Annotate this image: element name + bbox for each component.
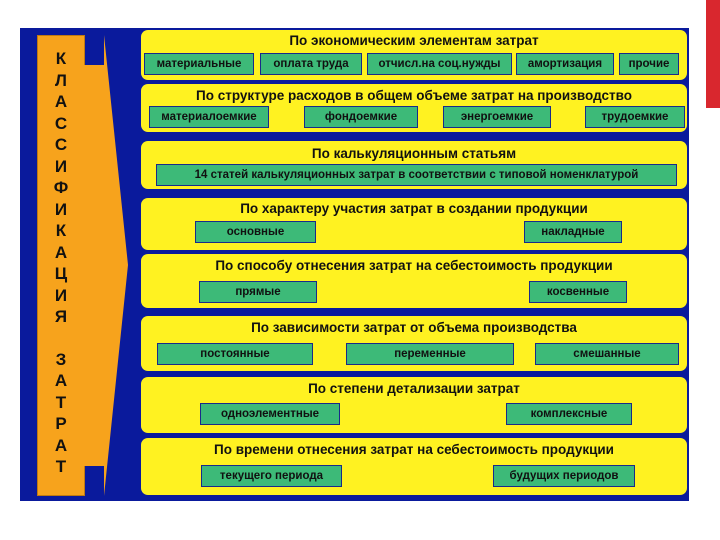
side-letter: И xyxy=(54,199,68,219)
side-letter: А xyxy=(54,371,68,390)
category-title: По структуре расходов в общем объеме затрат на производство xyxy=(196,88,632,103)
item-chip: комплексные xyxy=(506,403,632,425)
side-letter: Т xyxy=(55,457,67,476)
item-chip: косвенные xyxy=(529,281,627,303)
category-band-participation xyxy=(141,198,687,250)
category-band-costing-items xyxy=(141,141,687,189)
side-letter: И xyxy=(54,285,68,305)
side-letter: Р xyxy=(55,414,67,433)
item-chip: оплата труда xyxy=(260,53,362,75)
category-title: По степени детализации затрат xyxy=(308,381,520,396)
accent-bar xyxy=(706,0,720,108)
category-band-attribution-method xyxy=(141,254,687,308)
category-band-cost-structure xyxy=(141,84,687,132)
item-chip: трудоемкие xyxy=(585,106,685,128)
side-letter: К xyxy=(55,221,67,240)
item-chip: энергоемкие xyxy=(443,106,551,128)
item-chip: основные xyxy=(195,221,316,243)
item-chip: фондоемкие xyxy=(304,106,418,128)
category-title: По времени отнесения затрат на себестоимость продукции xyxy=(214,442,614,457)
side-letter: К xyxy=(55,49,67,68)
side-letter: С xyxy=(54,113,68,133)
item-chip: текущего периода xyxy=(201,465,342,487)
side-letter: И xyxy=(54,156,68,176)
item-chip: амортизация xyxy=(516,53,614,75)
item-chip: материальные xyxy=(144,53,254,75)
side-letter: А xyxy=(54,435,68,455)
category-band-volume-dependency xyxy=(141,316,687,371)
side-letter: С xyxy=(54,135,68,154)
side-letter: З xyxy=(55,349,67,369)
category-title: По калькуляционным статьям xyxy=(311,146,517,161)
category-band-detail-level xyxy=(141,377,687,433)
category-title: По экономическим элементам затрат xyxy=(289,33,539,48)
category-band-time-attribution xyxy=(141,438,687,495)
item-chip: прямые xyxy=(199,281,317,303)
category-title: По характеру участия затрат в создании продукции xyxy=(240,201,588,216)
item-chip: одноэлементные xyxy=(200,403,340,425)
category-title: По способу отнесения затрат на себестоимость продукции xyxy=(215,258,613,273)
side-letter: Т xyxy=(55,392,67,412)
side-label-panel xyxy=(37,35,85,496)
classification-diagram xyxy=(20,28,689,501)
item-chip: материалоемкие xyxy=(149,106,269,128)
item-chip: переменные xyxy=(346,343,514,365)
side-letter: А xyxy=(54,242,68,262)
right-arrow-icon xyxy=(84,35,130,496)
category-band-economic-elements xyxy=(141,30,687,80)
category-title: По зависимости затрат от объема производства xyxy=(251,320,577,335)
side-letter: Л xyxy=(55,70,67,90)
side-letter: Ц xyxy=(54,264,68,283)
item-chip: накладные xyxy=(524,221,622,243)
side-letter: А xyxy=(54,92,68,111)
side-letter: Ф xyxy=(53,178,69,197)
item-chip: постоянные xyxy=(157,343,313,365)
item-chip: смешанные xyxy=(535,343,679,365)
item-chip: будущих периодов xyxy=(493,465,635,487)
item-chip: прочие xyxy=(619,53,679,75)
item-chip: отчисл.на соц.нужды xyxy=(367,53,512,75)
side-letter: Я xyxy=(54,307,68,326)
item-chip: 14 статей калькуляционных затрат в соответствии с типовой номенклатурой xyxy=(156,164,677,186)
